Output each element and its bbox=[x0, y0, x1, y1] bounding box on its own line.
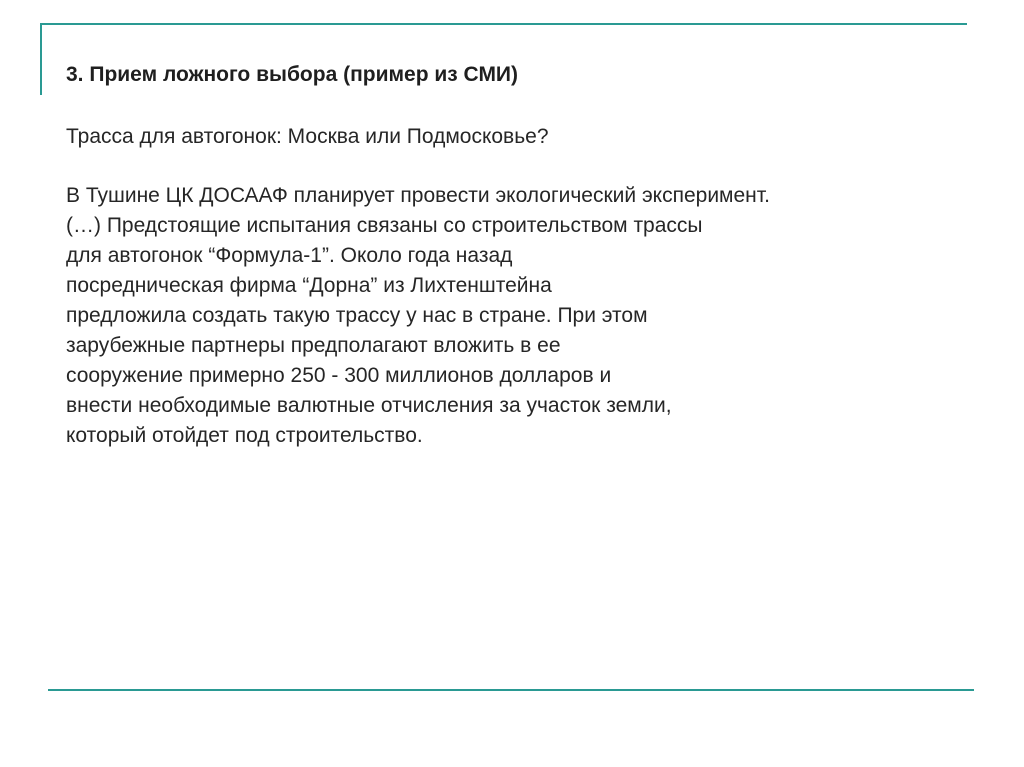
slide-subtitle: Трасса для автогонок: Москва или Подмосковье? bbox=[66, 125, 549, 148]
body-line: для автогонок “Формула-1”. Около года назад bbox=[66, 244, 513, 267]
body-line: посредническая фирма “Дорна” из Лихтенштейна bbox=[66, 274, 552, 297]
body-line: В Тушине ЦК ДОСААФ планирует провести экологический эксперимент. bbox=[66, 184, 770, 207]
body-line: зарубежные партнеры предполагают вложить в ее bbox=[66, 334, 561, 357]
slide-title: 3. Прием ложного выбора (пример из СМИ) bbox=[66, 63, 519, 86]
body-line: который отойдет под строительство. bbox=[66, 424, 423, 447]
body-paragraph bbox=[66, 181, 966, 451]
body-line: предложила создать такую трассу у нас в стране. При этом bbox=[66, 304, 648, 327]
body-line: сооружение примерно 250 - 300 миллионов долларов и bbox=[66, 364, 612, 387]
left-accent-bar bbox=[40, 23, 42, 95]
body-line: внести необходимые валютные отчисления за участок земли, bbox=[66, 394, 672, 417]
bottom-divider bbox=[48, 689, 974, 691]
top-divider bbox=[40, 23, 967, 25]
body-line: (…) Предстоящие испытания связаны со строительством трассы bbox=[66, 214, 703, 237]
